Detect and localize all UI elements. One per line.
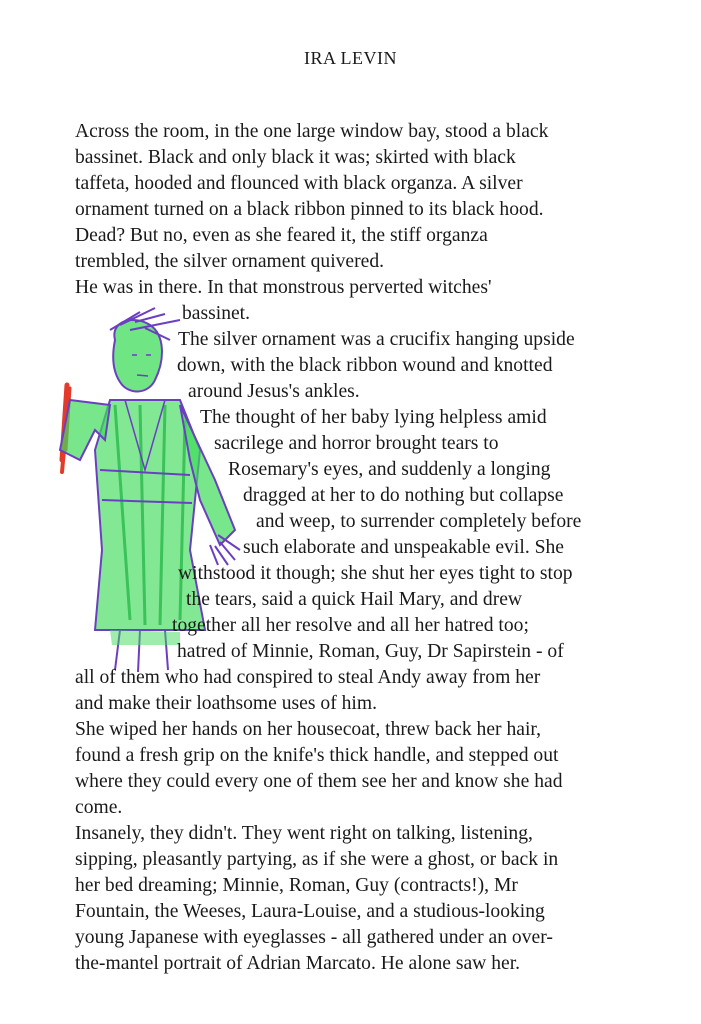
text-line: Rosemary's eyes, and suddenly a longing: [228, 459, 551, 480]
text-line: her bed dreaming; Minnie, Roman, Guy (contracts!), Mr: [75, 875, 518, 896]
text-line: Fountain, the Weeses, Laura-Louise, and a studious-looking: [75, 901, 545, 922]
text-line: young Japanese with eyeglasses - all gathered under an over-: [75, 927, 553, 948]
text-line: The silver ornament was a crucifix hanging upside: [178, 329, 575, 350]
text-line: ornament turned on a black ribbon pinned to its black hood.: [75, 199, 544, 220]
text-line: Dead? But no, even as she feared it, the stiff organza: [75, 225, 488, 246]
figure-head: [110, 308, 180, 392]
text-line: sipping, pleasantly partying, as if she were a ghost, or back in: [75, 849, 559, 870]
text-line: bassinet. Black and only black it was; skirted with black: [75, 147, 516, 168]
text-line: dragged at her to do nothing but collapse: [243, 485, 564, 506]
text-line: around Jesus's ankles.: [188, 381, 360, 402]
text-line: such elaborate and unspeakable evil. She: [243, 537, 565, 558]
text-line: come.: [75, 797, 123, 818]
text-line: and weep, to surrender completely before: [256, 511, 582, 532]
text-line: all of them who had conspired to steal Andy away from her: [75, 667, 541, 688]
text-line: down, with the black ribbon wound and knotted: [177, 355, 553, 376]
text-line: found a fresh grip on the knife's thick handle, and stepped out: [75, 745, 559, 766]
text-line: where they could every one of them see her and know she had: [75, 771, 563, 792]
text-line: sacrilege and horror brought tears to: [214, 433, 499, 454]
running-header: IRA LEVIN: [304, 48, 397, 68]
text-line: Across the room, in the one large window bay, stood a black: [75, 121, 549, 142]
text-line: Insanely, they didn't. They went right on talking, listening,: [75, 823, 533, 844]
text-line: the tears, said a quick Hail Mary, and drew: [186, 589, 523, 610]
text-line: hatred of Minnie, Roman, Guy, Dr Sapirstein - of: [177, 641, 564, 662]
text-line: trembled, the silver ornament quivered.: [75, 251, 385, 272]
text-line: together all her resolve and all her hatred too;: [172, 615, 529, 636]
text-line: the-mantel portrait of Adrian Marcato. He alone saw her.: [75, 953, 521, 974]
text-line: The thought of her baby lying helpless amid: [200, 407, 547, 428]
text-line: He was in there. In that monstrous perverted witches': [75, 277, 492, 298]
text-line: and make their loathsome uses of him.: [75, 693, 378, 714]
text-line: bassinet.: [182, 303, 251, 324]
text-line: withstood it though; she shut her eyes tight to stop: [178, 563, 573, 584]
text-line: She wiped her hands on her housecoat, threw back her hair,: [75, 719, 542, 740]
text-line: taffeta, hooded and flounced with black organza. A silver: [75, 173, 523, 194]
